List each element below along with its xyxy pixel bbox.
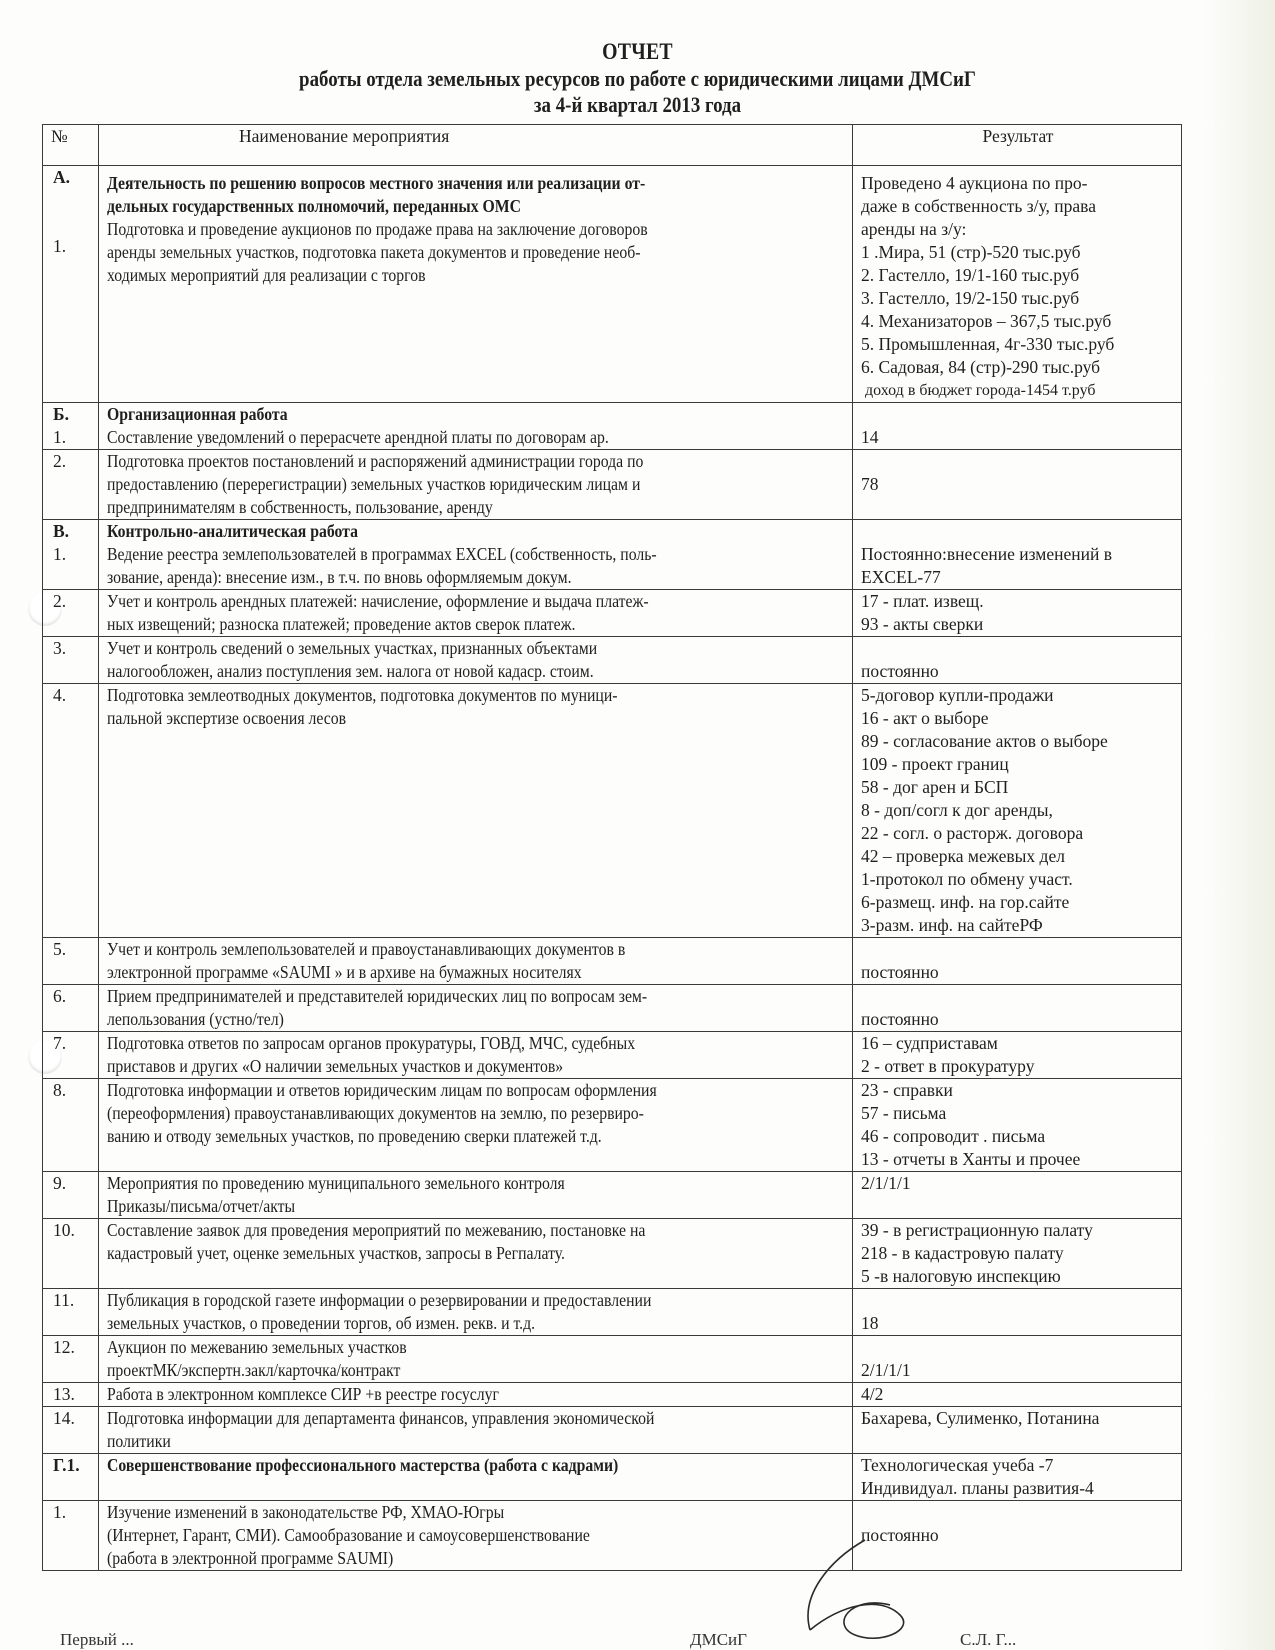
row-number xyxy=(43,985,99,1032)
text-line: Аукцион по межеванию земельных участков xyxy=(107,1337,407,1357)
table-row xyxy=(43,1336,1182,1383)
row-result xyxy=(853,938,1182,985)
row-number xyxy=(43,1336,99,1383)
table-row xyxy=(43,1501,1182,1571)
section-title: Организационная работа xyxy=(107,404,288,424)
text-line: 2 - ответ в прокуратуру xyxy=(861,1056,1035,1076)
text-line: Составление заявок для проведения мероприятий по межеванию, постановке на xyxy=(107,1220,646,1240)
row-name xyxy=(99,1289,853,1336)
text-line: постоянно xyxy=(861,661,939,681)
text-line: 3-разм. инф. на сайтеРФ xyxy=(861,915,1043,935)
document-header xyxy=(0,38,1275,118)
text-line: 1-протокол по обмену участ. xyxy=(861,869,1073,889)
row-name xyxy=(99,166,853,403)
text-line: 58 - дог арен и БСП xyxy=(861,777,1009,797)
item-number: 7. xyxy=(53,1033,67,1053)
row-number xyxy=(43,590,99,637)
header-result: Результат xyxy=(853,125,1182,166)
text-line: 5. Промышленная, 4г-330 тыс.руб xyxy=(861,334,1115,354)
item-number: 13. xyxy=(53,1384,75,1404)
text-line: 4/2 xyxy=(861,1384,884,1404)
table-row xyxy=(43,985,1182,1032)
text-line: предоставлению (перерегистрации) земельных участков юридическим лицам и xyxy=(107,474,641,494)
text-line: аренды земельных участков, подготовка пакета документов и проведение необ- xyxy=(107,242,641,262)
item-number: 1. xyxy=(53,544,67,564)
text-line: 218 - в кадастровую палату xyxy=(861,1243,1064,1263)
text-line: 3. Гастелло, 19/2-150 тыс.руб xyxy=(861,288,1080,308)
row-result xyxy=(853,1172,1182,1219)
row-result xyxy=(853,637,1182,684)
item-number: 8. xyxy=(53,1080,67,1100)
header-num: № xyxy=(43,125,99,166)
document-period: за 4-й квартал 2013 года xyxy=(533,92,742,117)
section-code: В. xyxy=(53,521,70,541)
table-row xyxy=(43,1079,1182,1172)
row-number xyxy=(43,1079,99,1172)
text-line: постоянно xyxy=(861,1525,939,1545)
text-line: 17 - плат. извещ. xyxy=(861,591,984,611)
table-row xyxy=(43,1383,1182,1407)
text-line: 89 - согласование актов о выборе xyxy=(861,731,1108,751)
text-line: пальной экспертизе освоения лесов xyxy=(107,708,347,728)
text-line: лепользования (устно/тел) xyxy=(107,1009,284,1029)
row-name xyxy=(99,520,853,590)
row-number xyxy=(43,1172,99,1219)
table-row xyxy=(43,1407,1182,1454)
text-line: аренды на з/у: xyxy=(861,219,967,239)
item-number: 9. xyxy=(53,1173,67,1193)
text-line: Проведено 4 аукциона по про- xyxy=(861,173,1088,193)
row-name xyxy=(99,403,853,450)
item-number: 1. xyxy=(53,236,67,256)
text-line: Изучение изменений в законодательстве РФ, ХМАО-Югры xyxy=(107,1502,505,1522)
text-line: налогообложен, анализ поступления зем. налога от новой кадаср. стоим. xyxy=(107,661,594,681)
text-line: 18 xyxy=(861,1313,879,1333)
text-line: 5-договор купли-продажи xyxy=(861,685,1054,705)
row-name xyxy=(99,684,853,938)
section-title: Контрольно-аналитическая работа xyxy=(107,521,358,541)
text-line: Индивидуал. планы развития-4 xyxy=(861,1478,1094,1498)
text-line: постоянно xyxy=(861,962,939,982)
text-line: Публикация в городской газете информации о резервировании и предоставлении xyxy=(107,1290,652,1310)
item-number: 4. xyxy=(53,685,67,705)
table-row xyxy=(43,450,1182,520)
item-number: 5. xyxy=(53,939,67,959)
text-line: Постоянно:внесение изменений в xyxy=(861,544,1113,564)
row-number xyxy=(43,1032,99,1079)
table-row xyxy=(43,403,1182,450)
text-line: 57 - письма xyxy=(861,1103,947,1123)
row-number xyxy=(43,1289,99,1336)
text-line: 2. Гастелло, 19/1-160 тыс.руб xyxy=(861,265,1080,285)
text-line: 8 - доп/согл к дог аренды, xyxy=(861,800,1053,820)
text-line: ходимых мероприятий для реализации с торгов xyxy=(107,265,426,285)
signature-line xyxy=(60,1630,1210,1650)
row-name xyxy=(99,637,853,684)
budget-total: доход в бюджет города-1454 т.руб xyxy=(865,382,1096,399)
table-row-section-g xyxy=(43,1454,1182,1501)
table-row xyxy=(43,637,1182,684)
text-line: 2/1/1/1 xyxy=(861,1173,911,1193)
signature-line-right: С.Л. Г... xyxy=(960,1630,1017,1649)
row-name xyxy=(99,985,853,1032)
row-name xyxy=(99,590,853,637)
section-title: дельных государственных полномочий, переданных ОМС xyxy=(107,196,522,216)
text-line: 6. Садовая, 84 (стр)-290 тыс.руб xyxy=(861,357,1101,377)
text-line: земельных участков, о проведении торгов, об измен. рекв. и т.д. xyxy=(107,1313,536,1333)
text-line: 6-размещ. инф. на гор.сайте xyxy=(861,892,1070,912)
text-line: Подготовка и проведение аукционов по продаже права на заключение договоров xyxy=(107,219,648,239)
text-line: 39 - в регистрационную палату xyxy=(861,1220,1093,1240)
text-line: Технологическая учеба -7 xyxy=(861,1455,1054,1475)
row-name xyxy=(99,1032,853,1079)
row-number xyxy=(43,520,99,590)
row-result xyxy=(853,520,1182,590)
table-row xyxy=(43,1289,1182,1336)
row-result xyxy=(853,450,1182,520)
text-line: политики xyxy=(107,1431,171,1451)
row-number xyxy=(43,684,99,938)
section-code: Г.1. xyxy=(53,1455,80,1475)
text-line: 14 xyxy=(861,427,879,447)
text-line: 13 - отчеты в Ханты и прочее xyxy=(861,1149,1081,1169)
row-name xyxy=(99,1219,853,1289)
text-line: Составление уведомлений о перерасчете арендной платы по договорам ар. xyxy=(107,427,609,447)
table-row xyxy=(43,520,1182,590)
row-result xyxy=(853,1454,1182,1501)
row-name xyxy=(99,1079,853,1172)
row-number xyxy=(43,166,99,403)
row-result xyxy=(853,1407,1182,1454)
row-number xyxy=(43,1219,99,1289)
text-line: зование, аренда): внесение изм., в т.ч. по вновь оформляемым докум. xyxy=(107,567,572,587)
text-line: приставов и других «О наличии земельных участков и документов» xyxy=(107,1056,564,1076)
row-result xyxy=(853,1383,1182,1407)
item-number: 2. xyxy=(53,591,67,611)
row-result xyxy=(853,1032,1182,1079)
section-title: Деятельность по решению вопросов местного значения или реализации от- xyxy=(107,173,646,193)
text-line: постоянно xyxy=(861,1009,939,1029)
row-result xyxy=(853,1289,1182,1336)
item-number: 12. xyxy=(53,1337,75,1357)
item-number: 1. xyxy=(53,1502,67,1522)
text-line: ных извещений; разноска платежей; проведение актов сверок платеж. xyxy=(107,614,576,634)
text-line: 2/1/1/1 xyxy=(861,1360,911,1380)
row-name xyxy=(99,938,853,985)
text-line: 16 - акт о выборе xyxy=(861,708,989,728)
row-name xyxy=(99,1336,853,1383)
text-line: Подготовка ответов по запросам органов прокуратуры, ГОВД, МЧС, судебных xyxy=(107,1033,636,1053)
item-number: 11. xyxy=(53,1290,75,1310)
text-line: 109 - проект границ xyxy=(861,754,1009,774)
text-line: Подготовка информации и ответов юридическим лицам по вопросам оформления xyxy=(107,1080,657,1100)
table-row xyxy=(43,1032,1182,1079)
text-line: Подготовка проектов постановлений и распоряжений администрации города по xyxy=(107,451,644,471)
text-line: EXCEL-77 xyxy=(861,567,941,587)
text-line: (работа в электронной программе SAUMI) xyxy=(107,1548,394,1568)
text-line: Приказы/письма/отчет/акты xyxy=(107,1196,296,1216)
text-line: 1 .Мира, 51 (стр)-520 тыс.руб xyxy=(861,242,1081,262)
table-row xyxy=(43,1219,1182,1289)
text-line: предпринимателям в собственность, пользование, аренду xyxy=(107,497,493,517)
document-title: ОТЧЕТ xyxy=(602,39,673,64)
row-result xyxy=(853,684,1182,938)
text-line: (Интернет, Гарант, СМИ). Самообразование и самоусовершенствование xyxy=(107,1525,590,1545)
row-result xyxy=(853,985,1182,1032)
row-name xyxy=(99,1501,853,1571)
row-name xyxy=(99,1454,853,1501)
text-line: Учет и контроль сведений о земельных участках, признанных объектами xyxy=(107,638,598,658)
header-name: Наименование мероприятия xyxy=(99,125,853,166)
item-number: 14. xyxy=(53,1408,75,1428)
text-line: Работа в электронном комплексе СИР +в реестре госуслуг xyxy=(107,1384,499,1404)
row-result xyxy=(853,1079,1182,1172)
table-row xyxy=(43,938,1182,985)
row-number xyxy=(43,1383,99,1407)
item-number: 10. xyxy=(53,1220,75,1240)
row-number xyxy=(43,637,99,684)
item-number: 1. xyxy=(53,427,67,447)
row-name xyxy=(99,1407,853,1454)
scanned-page-edge xyxy=(1205,0,1275,1650)
text-line: Прием предпринимателей и представителей юридических лиц по вопросам зем- xyxy=(107,986,648,1006)
signature-line-left: Первый ... xyxy=(60,1630,134,1649)
report-table xyxy=(42,124,1182,1571)
row-number xyxy=(43,1454,99,1501)
text-line: Учет и контроль арендных платежей: начисление, оформление и выдача платеж- xyxy=(107,591,649,611)
text-line: Ведение реестра землепользователей в программах EXCEL (собственность, поль- xyxy=(107,544,657,564)
row-number xyxy=(43,938,99,985)
item-number: 6. xyxy=(53,986,67,1006)
row-result xyxy=(853,166,1182,403)
row-name xyxy=(99,450,853,520)
row-number xyxy=(43,403,99,450)
table-row xyxy=(43,590,1182,637)
text-line: Бахарева, Сулименко, Потанина xyxy=(861,1408,1100,1428)
text-line: 4. Механизаторов – 367,5 тыс.руб xyxy=(861,311,1112,331)
table-header-row xyxy=(43,125,1182,166)
text-line: 16 – судприставам xyxy=(861,1033,998,1053)
text-line: ванию и отводу земельных участков, по проведению сверки платежей т.д. xyxy=(107,1126,602,1146)
item-number: 2. xyxy=(53,451,67,471)
row-result xyxy=(853,590,1182,637)
row-number xyxy=(43,1407,99,1454)
text-line: кадастровый учет, оценке земельных участков, запросы в Регпалату. xyxy=(107,1243,566,1263)
text-line: даже в собственность з/у, права xyxy=(861,196,1096,216)
item-number: 3. xyxy=(53,638,67,658)
text-line: Подготовка информации для департамента финансов, управления экономической xyxy=(107,1408,655,1428)
row-result xyxy=(853,403,1182,450)
text-line: 42 – проверка межевых дел xyxy=(861,846,1065,866)
section-code: Б. xyxy=(53,404,69,424)
row-number xyxy=(43,1501,99,1571)
row-name xyxy=(99,1172,853,1219)
text-line: Подготовка землеотводных документов, подготовка документов по муници- xyxy=(107,685,618,705)
text-line: 22 - согл. о расторж. договора xyxy=(861,823,1084,843)
text-line: Учет и контроль землепользователей и правоустанавливающих документов в xyxy=(107,939,626,959)
section-title: Совершенствование профессионального мастерства (работа с кадрами) xyxy=(107,1455,619,1475)
row-name xyxy=(99,1383,853,1407)
table-row xyxy=(43,1172,1182,1219)
signature-line-middle: ДМСиГ xyxy=(690,1630,747,1649)
text-line: 46 - сопроводит . письма xyxy=(861,1126,1046,1146)
row-number xyxy=(43,450,99,520)
text-line: 23 - справки xyxy=(861,1080,953,1100)
text-line: (переоформления) правоустанавливающих документов на землю, по резервиро- xyxy=(107,1103,644,1123)
text-line: проектМК/экспертн.закл/карточка/контракт xyxy=(107,1360,401,1380)
document-subtitle: работы отдела земельных ресурсов по работе с юридическими лицами ДМСиГ xyxy=(299,66,976,91)
table-row xyxy=(43,684,1182,938)
text-line: 5 -в налоговую инспекцию xyxy=(861,1266,1061,1286)
row-result xyxy=(853,1219,1182,1289)
section-code: А. xyxy=(53,167,71,187)
table-row-section-a xyxy=(43,166,1182,403)
text-line: Мероприятия по проведению муниципального земельного контроля xyxy=(107,1173,565,1193)
text-line: 93 - акты сверки xyxy=(861,614,984,634)
text-line: электронной программе «SAUMI » и в архиве на бумажных носителях xyxy=(107,962,582,982)
row-result xyxy=(853,1336,1182,1383)
text-line: 78 xyxy=(861,474,879,494)
